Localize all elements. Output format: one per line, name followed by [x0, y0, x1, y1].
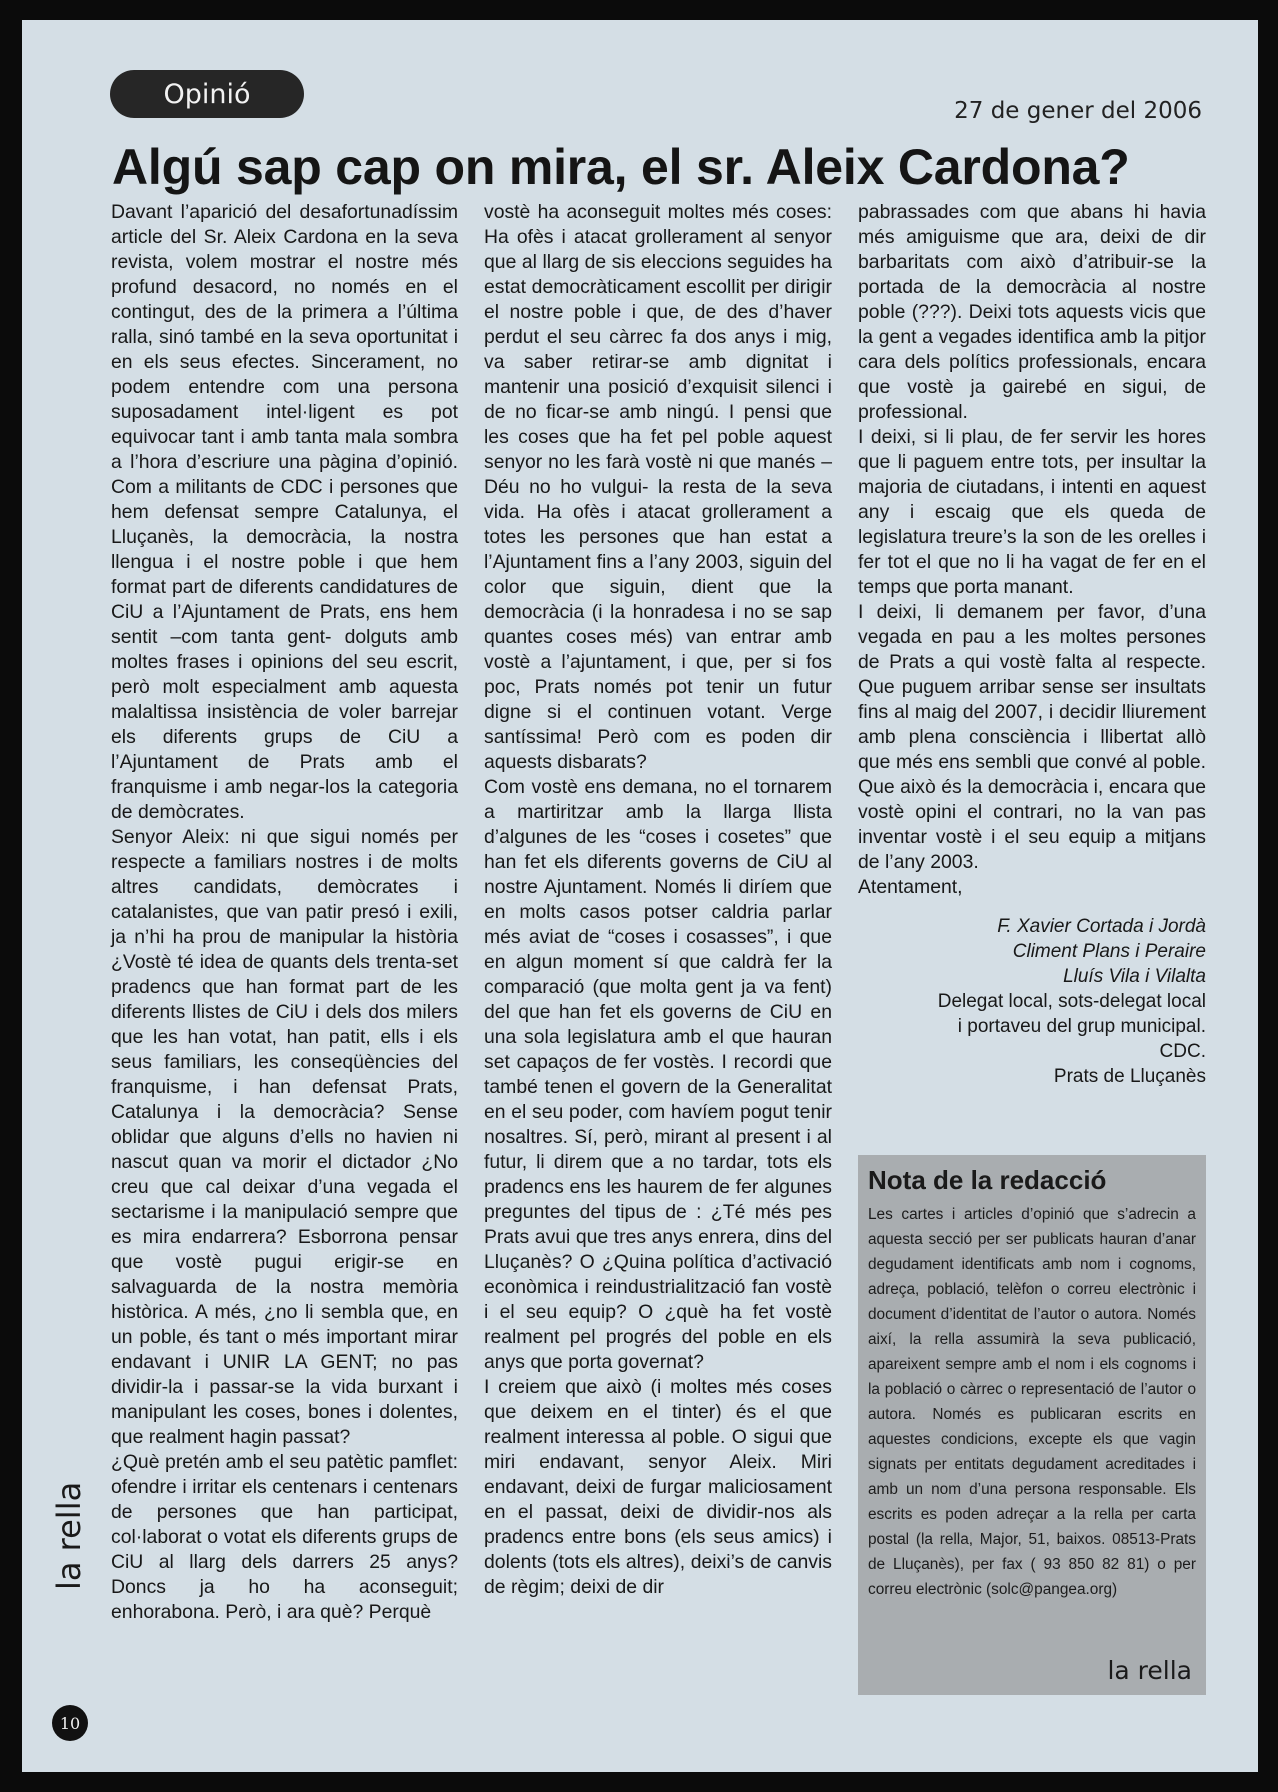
article-column-3	[858, 200, 1206, 1089]
signatory-name: F. Xavier Cortada i Jordà	[997, 916, 1206, 937]
signature-block	[858, 914, 1206, 1089]
article-column-2	[484, 200, 832, 1600]
paragraph: vostè ha aconseguit moltes més coses: Ha ofès i atacat grollerament al senyor que al llarg de sis eleccions seguides ha estat democràticament escollit per dirigir el nostre poble i que, de des d’haver perdut el seu càrrec fa dos anys i mig, va saber retirar-se amb dignitat i mantenir una posició d’exquisit silenci i de no ficar-se amb ningú. I pensi que les coses que ha fet pel poble aquest senyor no les farà vostè ni que manés –Déu no ho vulgui- la resta de la seva vida. Ha ofès i atacat grollerament a totes les persones que han estat a l’Ajuntament fins a l’any 2003, siguin del color que siguin, dient que la democràcia (i la honradesa i no se sap quantes coses més) van entrar amb vostè a l’ajuntament, i que, per si fos poc, Prats només pot tenir un futur digne si el continuen votant. Verge santíssima! Però com es poden dir aquests disbarats?	[484, 201, 832, 773]
editorial-note-box	[858, 1155, 1206, 1695]
article-column-1	[111, 200, 458, 1625]
signatory-role: i portaveu del grup municipal.	[957, 1016, 1206, 1037]
magazine-brand: la rella	[50, 1481, 88, 1590]
paragraph: Senyor Aleix: ni que sigui només per respecte a familiars nostres i de molts altres candidats, demòcrates i catalanistes, que van patir presó i exili, ja n’hi ha prou de manipular la història ¿Vostè té idea de quants dels trenta-set pradencs que han format part de les diferents llistes de CiU i dels dos milers que les han votat, han patit, ells i els seus familiars, les conseqüències del franquisme, i han defensat Prats, Catalunya i la democràcia? Sense oblidar que alguns d’ells no havien ni nascut quan va morir el dictador ¿No creu que cal deixar d’una vegada el sectarisme i la manipulació sempre que es mira endarrera? Esborrona pensar que vostè pugui erigir-se en salvaguarda de la nostra memòria històrica. A més, ¿no li sembla que, en un poble, és tant o més important mirar endavant i UNIR LA GENT; no pas dividir-la i passar-se la vida burxant i manipulant les coses, bones i dolentes, que realment hagin passat?	[111, 826, 458, 1448]
paragraph: pabrassades com que abans hi havia més amiguisme que ara, deixi de dir barbaritats com això d’atribuir-se la portada de la democràcia al nostre poble (???). Deixi tots aquests vicis que la gent a vegades identifica amb la pitjor cara dels polítics professionals, encara que vostè ja gairebé en sigui, de professional.	[858, 201, 1206, 423]
signatory-role: Delegat local, sots-delegat local	[937, 991, 1206, 1012]
page-number: 10	[52, 1705, 88, 1741]
editorial-note-title: Nota de la redacció	[868, 1165, 1107, 1195]
paragraph: Com vostè ens demana, no el tornarem a martiritzar amb la llarga llista d’algunes de les “coses i cosetes” que han fet els diferents governs de CiU al nostre Ajuntament. Només li diríem que en molts casos potser caldria parlar més aviat de “coses i cosasses”, i que en algun moment sí que caldrà fer la comparació (que molta gent ja va fent) del que han fet els governs de CiU en una sola legislatura amb el que hauran set capaços de fer vostès. I recordi que també tenen el govern de la Generalitat en el seu poder, com havíem pogut tenir nosaltres. Sí, però, mirant al present i al futur, li direm que a no tardar, tots els pradencs ens les haurem de fer algunes preguntes del tipus de : ¿Té més pes Prats avui que tres anys enrera, dins del Lluçanès? O ¿Quina política d’activació econòmica i reindustrialització fan vostè i el seu equip? O ¿què ha fet vostè realment pel progrés del poble en els anys que porta governat?	[484, 776, 832, 1373]
closing: Atentament,	[858, 876, 963, 898]
editorial-note-body: Les cartes i articles d’opinió que s’adrecin a aquesta secció per ser publicats hauran d’anar degudament identificats amb nom i cognoms, adreça, població, telèfon o correu electrònic i document d’identitat de l’autor o autora. Només així, la rella assumirà la seva publicació, apareixent sempre amb el nom i els cognoms i la població o càrrec o representació de l’autor o autora. Només es publicaran escrits en aquestes condicions, excepte els que vagin signats per entitats degudament acreditades i amb un nom d’una persona responsable. Els escrits es poden adreçar a la rella per carta postal (la rella, Major, 51, baixos. 08513-Prats de Lluçanès), per fax ( 93 850 82 81) o per correu electrònic (solc@pangea.org)	[868, 1206, 1196, 1598]
paragraph: I deixi, li demanem per favor, d’una vegada en pau a les moltes persones de Prats a qui vostè falta al respecte. Que puguem arribar sense ser insultats fins al maig del 2007, i decidir lliurement amb plena consciència i llibertat allò que més ens sembli que convé al poble. Que això és la democràcia i, encara que vostè opini el contrari, no la van pas inventar vostè i el seu equip a mitjans de l’any 2003.	[858, 601, 1206, 873]
paragraph: Davant l’aparició del desafortunadíssim article del Sr. Aleix Cardona en la seva revista, volem mostrar el nostre més profund desacord, no només en el contingut, des de la primera a l’última ralla, sinó també en la seva oportunitat i en els seus efectes. Sincerament, no podem entendre com una persona suposadament intel·ligent es pot equivocar tant i amb tanta mala sombra a l’hora d’escriure una pàgina d’opinió. Com a militants de CDC i persones que hem defensat sempre Catalunya, el Lluçanès, la democràcia, la nostra llengua i el nostre poble i que hem format part de diferents candidatures de CiU a l’Ajuntament de Prats, ens hem sentit –com tanta gent- dolguts amb moltes frases i opinions del seu escrit, però molt especialment amb aquesta malaltissa insistència de voler barrejar els diferents grups de CiU a l’Ajuntament de Prats amb el franquisme i amb negar-los la categoria de demòcrates.	[111, 201, 458, 823]
signatory-party: CDC.	[1159, 1041, 1206, 1062]
editorial-note-brand: la rella	[1107, 1656, 1192, 1685]
magazine-page	[22, 20, 1258, 1772]
paragraph: ¿Què pretén amb el seu patètic pamflet: ofendre i irritar els centenars i centenars de persones que han participat, col·laborat o votat els diferents grups de CiU al llarg dels darrers 25 anys? Doncs ja ho ha aconseguit; enhorabona. Però, i ara què? Perquè	[111, 1451, 458, 1623]
paragraph: I creiem que això (i moltes més coses que deixem en el tinter) és el que realment interessa al poble. O sigui que miri endavant, senyor Aleix. Miri endavant, deixi de furgar maliciosament en el passat, deixi de dividir-nos als pradencs entre bons (els seus amics) i dolents (tots els altres), deixi’s de canvis de règim; deixi de dir	[484, 1376, 832, 1598]
article-headline: Algú sap cap on mira, el sr. Aleix Cardona?	[112, 139, 1130, 195]
publication-date: 27 de gener del 2006	[954, 98, 1202, 124]
paragraph: I deixi, si li plau, de fer servir les hores que li paguem entre tots, per insultar la majoria de ciutadans, i intenti en aquest any i escaig que els queda de legislatura treure’s la son de les orelles i fer tot el que no li ha vagat de fer en el temps que porta manant.	[858, 426, 1206, 598]
signatory-name: Climent Plans i Peraire	[1012, 941, 1206, 962]
signatory-town: Prats de Lluçanès	[1053, 1066, 1206, 1087]
signatory-name: Lluís Vila i Vilalta	[1063, 966, 1206, 987]
section-tag: Opinió	[110, 70, 304, 118]
